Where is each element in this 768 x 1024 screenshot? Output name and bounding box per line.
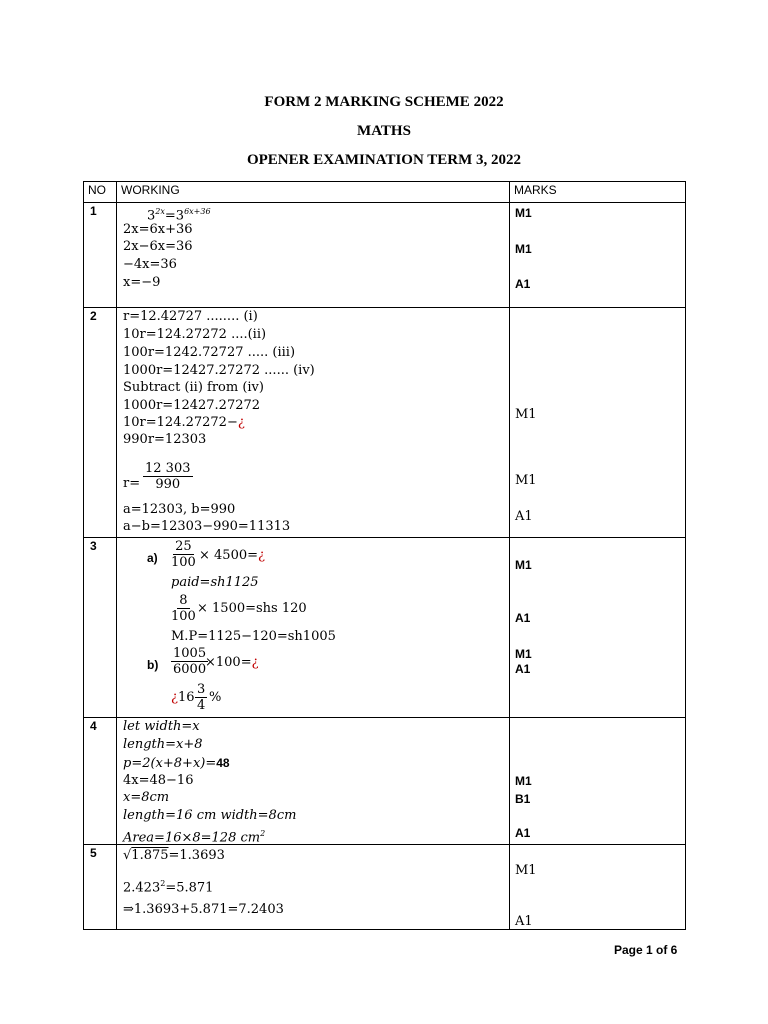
working-line: Area=16×8=128 $cm^2$ [123,829,266,846]
table-header-row [84,182,686,203]
subject-title: MATHS [357,123,411,139]
mark: M1 [515,647,532,661]
mark: A1 [515,277,531,291]
working-line: $2.423^2=5.871$ [123,879,214,896]
mark: M1 [515,558,532,572]
working-line: r=12.42727 ........ (i) [123,309,258,324]
working-line: let width=x [123,719,200,734]
working-line: r= [123,476,141,491]
working-line: 2x−6x=36 [123,239,193,254]
working-line: $3^{2x}=3^{6x+36}$ [147,207,211,224]
table-row [84,538,686,718]
working-line: 1000r=12427.27272 [123,398,261,413]
working-line: a=12303, b=990 [123,502,236,517]
working-line: length=x+8 [123,737,203,752]
working-cell [117,538,510,718]
question-number: 3 [84,538,117,718]
working-line: p=2(x+8+x)=48 [123,756,230,771]
table-row [84,845,686,930]
fraction: $\frac{25}{100}$ [171,539,196,570]
marks-cell [510,308,686,538]
working-line: 10r=124.27272−¿ [123,415,245,430]
working-line: × 1500=shs 120 [197,601,307,616]
table-row [84,308,686,538]
marking-scheme-table [83,181,686,930]
question-number: 5 [84,845,117,930]
working-line: Subtract (ii) from (iv) [123,380,264,395]
mark: A1 [515,611,531,625]
part-label: b) [147,658,159,672]
page-number: Page 1 of 6 [614,943,678,957]
column-header-working: WORKING [117,182,510,203]
working-line: length=16 cm width=8cm [123,808,297,823]
working-line: ¿16 [171,690,195,705]
working-line: −4x=36 [123,257,177,272]
table-row [84,718,686,845]
working-line: √1.875=1.3693 [123,848,225,863]
question-number: 1 [84,203,117,308]
column-header-no: NO [84,182,117,203]
mark: A1 [515,914,533,929]
marks-cell [510,845,686,930]
marks-cell [510,718,686,845]
question-number: 2 [84,308,117,538]
working-line: 2x=6x+36 [123,222,193,237]
fraction: $\frac{1005}{6000}$ [173,646,207,677]
working-line: 100r=1242.72727 ..... (iii) [123,345,296,360]
part-label: a) [147,551,158,565]
working-line: 990r=12303 [123,432,207,447]
mark: M1 [515,242,532,256]
mark: M1 [515,863,537,878]
working-line: 1000r=12427.27272 ...... (iv) [123,363,315,378]
working-line: 10r=124.27272 ....(ii) [123,327,267,342]
working-cell [117,203,510,308]
working-cell [117,845,510,930]
working-line: 4x=48−16 [123,773,194,788]
column-header-marks: MARKS [510,182,686,203]
working-line: x=−9 [123,275,161,290]
mark: M1 [515,206,532,220]
working-line: paid=sh1125 [171,575,259,590]
table-row [84,203,686,308]
marks-cell [510,538,686,718]
mark: A1 [515,509,533,524]
working-line: % [209,690,222,705]
working-line: ×100=¿ [205,655,259,670]
working-line: ⇒1.3693+5.871=7.2403 [123,902,284,917]
page-title: FORM 2 MARKING SCHEME 2022 [264,94,504,110]
fraction: $\frac{12 303}{990}$ [145,461,191,492]
exam-title: OPENER EXAMINATION TERM 3, 2022 [246,152,522,168]
working-line: × 4500=¿ [199,548,265,563]
mark: M1 [515,473,537,488]
question-number: 4 [84,718,117,845]
mark: B1 [515,792,531,806]
mark: A1 [515,662,531,676]
working-cell [117,718,510,845]
working-line: x=8cm [123,790,170,805]
mark: M1 [515,774,532,788]
working-line: a−b=12303−990=11313 [123,519,291,534]
marks-cell [510,203,686,308]
mark: A1 [515,826,531,840]
mark: M1 [515,407,537,422]
fraction: $\frac{8}{100}$ [171,593,196,624]
fraction: $\frac{3}{4}$ [197,682,206,713]
working-cell [117,308,510,538]
working-line: M.P=1125−120=sh1005 [171,629,336,644]
